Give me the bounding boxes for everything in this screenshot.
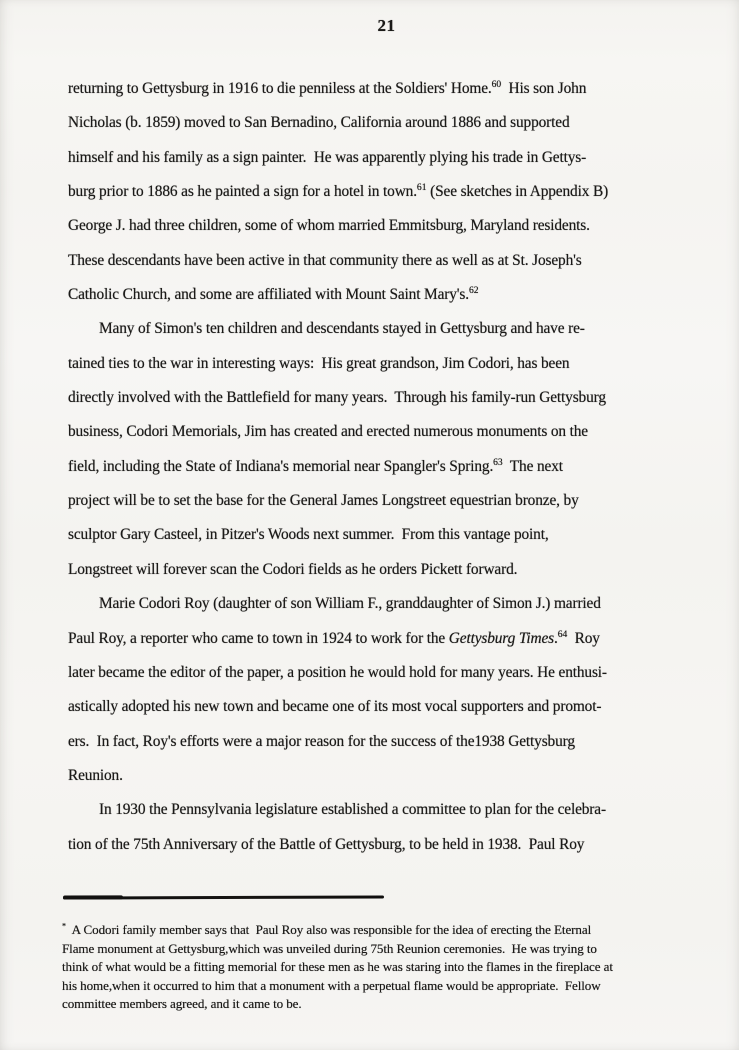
text-line bbox=[62, 995, 702, 1014]
text-line bbox=[68, 622, 680, 656]
text-line bbox=[68, 175, 680, 209]
text-segment: Reunion. bbox=[68, 766, 123, 784]
text-line bbox=[68, 656, 680, 690]
text-line bbox=[68, 690, 680, 724]
text-line bbox=[68, 587, 680, 621]
text-line bbox=[68, 106, 680, 140]
text-segment: Flame monument at Gettysburg,which was unveiled during 75th Reunion ceremonies. He was trying to bbox=[62, 940, 597, 956]
text-segment: returning to Gettysburg in 1916 to die penniless at the Soldiers' Home. bbox=[68, 80, 492, 97]
text-segment: Paul Roy, a reporter who came to town in 1924 to work for the bbox=[68, 629, 449, 647]
text-line bbox=[68, 450, 680, 484]
text-segment: The next bbox=[502, 457, 563, 475]
superscript-note-ref: 60 bbox=[491, 78, 502, 90]
footnote bbox=[62, 921, 702, 1014]
text-line bbox=[68, 415, 680, 449]
text-line bbox=[68, 793, 680, 827]
text-line bbox=[62, 977, 702, 996]
text-segment: think of what would be a fitting memorial for these men as he was staring into the flames in the fireplace at bbox=[62, 959, 613, 975]
text-line bbox=[62, 921, 702, 940]
text-segment: himself and his family as a sign painter. He was apparently plying his trade in Gettys- bbox=[68, 148, 587, 166]
text-segment: sculptor Gary Casteel, in Pitzer's Woods next summer. From this vantage point, bbox=[68, 526, 549, 544]
text-line bbox=[62, 958, 702, 977]
superscript-note-ref: * bbox=[62, 921, 67, 931]
text-line bbox=[68, 244, 680, 278]
text-segment: tained ties to the war in interesting ways: His great grandson, Jim Codori, has been bbox=[68, 354, 570, 372]
text-segment: Roy bbox=[567, 629, 600, 647]
page-number: 21 bbox=[377, 16, 396, 35]
text-segment: (See sketches in Appendix B) bbox=[426, 183, 609, 201]
text-line bbox=[68, 518, 680, 552]
footnote-separator-rule bbox=[63, 895, 384, 899]
text-segment: Marie Codori Roy (daughter of son William F., granddaughter of Simon J.) married bbox=[99, 595, 601, 613]
text-line bbox=[68, 141, 680, 175]
text-segment: astically adopted his new town and became one of its most vocal supporters and promot- bbox=[68, 698, 602, 716]
text-line bbox=[68, 553, 680, 587]
superscript-note-ref: 62 bbox=[468, 284, 479, 296]
text-line bbox=[68, 381, 680, 415]
text-line bbox=[68, 725, 680, 759]
text-segment: Gettysburg Times bbox=[448, 629, 554, 647]
text-segment: business, Codori Memorials, Jim has created and erected numerous monuments on the bbox=[68, 423, 588, 441]
text-segment: A Codori family member says that Paul Roy also was responsible for the idea of erecting the Eternal bbox=[66, 922, 592, 937]
text-segment: project will be to set the base for the General James Longstreet equestrian bronze, by bbox=[68, 492, 579, 510]
body-text bbox=[68, 72, 680, 862]
text-segment: In 1930 the Pennsylvania legislature established a committee to plan for the celebra- bbox=[99, 801, 606, 819]
text-line bbox=[68, 828, 680, 862]
superscript-note-ref: 61 bbox=[416, 181, 427, 193]
text-segment: later became the editor of the paper, a position he would hold for many years. He enthusi- bbox=[68, 663, 607, 681]
text-line bbox=[62, 940, 702, 959]
text-segment: These descendants have been active in that community there as well as at St. Joseph's bbox=[68, 251, 582, 269]
text-segment: tion of the 75th Anniversary of the Battle of Gettysburg, to be held in 1938. Paul Roy bbox=[68, 835, 585, 853]
text-segment: field, including the State of Indiana's memorial near Spangler's Spring. bbox=[68, 457, 494, 475]
superscript-note-ref: 64 bbox=[557, 628, 568, 640]
text-line bbox=[68, 484, 680, 518]
text-line bbox=[68, 278, 680, 312]
text-line bbox=[68, 312, 680, 346]
text-segment: committee members agreed, and it came to be. bbox=[62, 996, 302, 1012]
text-segment: His son John bbox=[501, 80, 587, 97]
text-segment: directly involved with the Battlefield for many years. Through his family-run Gettysburg bbox=[68, 389, 606, 407]
text-segment: . bbox=[554, 629, 558, 647]
text-segment: Many of Simon's ten children and descendants stayed in Gettysburg and have re- bbox=[99, 320, 585, 338]
text-segment: Nicholas (b. 1859) moved to San Bernadino, California around 1886 and supported bbox=[68, 114, 570, 132]
superscript-note-ref: 63 bbox=[493, 456, 503, 468]
text-line bbox=[68, 759, 680, 793]
text-segment: Longstreet will forever scan the Codori fields as he orders Pickett forward. bbox=[68, 560, 518, 578]
text-segment: his home,when it occurred to him that a monument with a perpetual flame would be appropriate. Fellow bbox=[62, 977, 601, 993]
text-line bbox=[68, 72, 680, 106]
text-line bbox=[68, 209, 680, 243]
text-segment: ers. In fact, Roy's efforts were a major reason for the success of the1938 Gettysburg bbox=[68, 732, 575, 750]
text-segment: George J. had three children, some of whom married Emmitsburg, Maryland residents. bbox=[68, 217, 590, 235]
text-line bbox=[68, 347, 680, 381]
text-segment: burg prior to 1886 as he painted a sign for a hotel in town. bbox=[68, 183, 417, 201]
text-segment: Catholic Church, and some are affiliated with Mount Saint Mary's. bbox=[68, 286, 469, 304]
